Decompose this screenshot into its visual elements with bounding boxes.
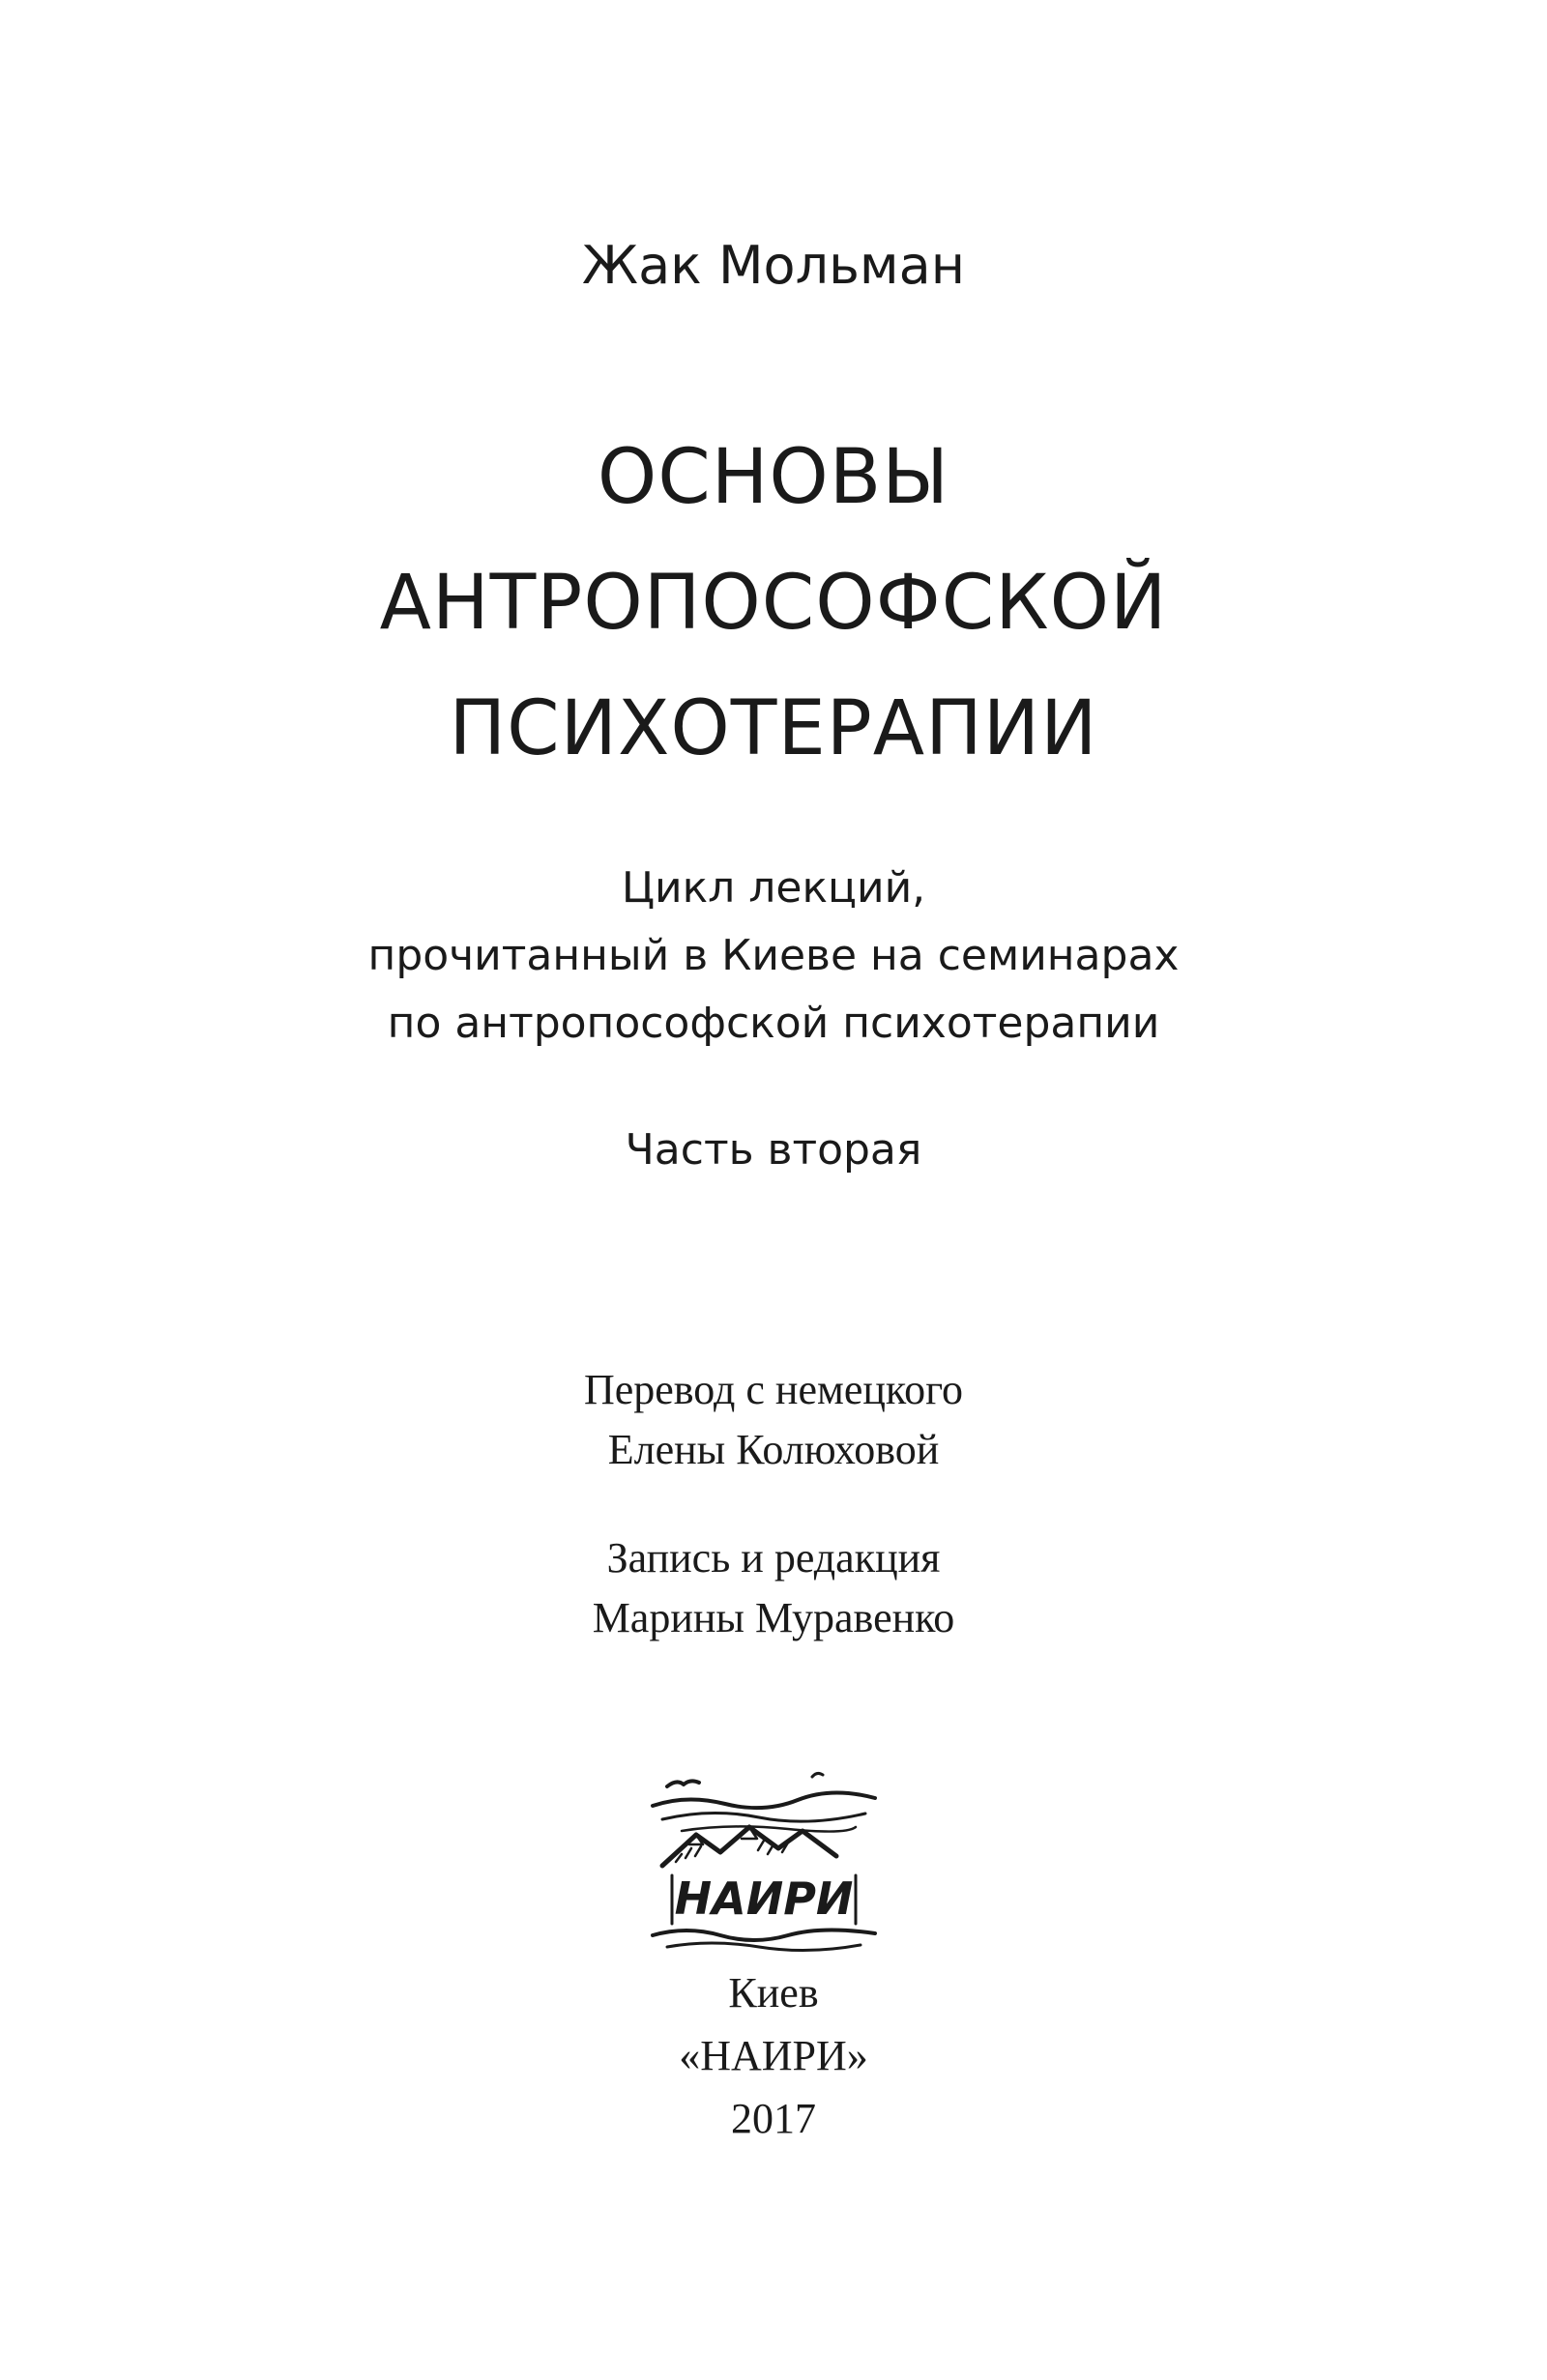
- subtitle-line-3: по антропософской психотерапии: [387, 999, 1160, 1048]
- book-title-line-2: АНТРОПОСОФСКОЙ: [379, 560, 1168, 647]
- imprint-city: Киев: [728, 1969, 819, 2017]
- translation-credit-line-2: Елены Колюховой: [607, 1426, 940, 1473]
- logo-text: НАИРИ: [674, 1872, 854, 1925]
- book-title-line-1: ОСНОВЫ: [597, 434, 950, 521]
- nairi-publisher-logo-icon: [643, 1759, 885, 1953]
- editing-credit-line-1: Запись и редакция: [606, 1534, 941, 1582]
- subtitle-line-1: Цикл лекций,: [621, 863, 926, 913]
- book-title-line-3: ПСИХОТЕРАПИИ: [449, 685, 1098, 772]
- editing-credit-line-2: Марины Муравенко: [592, 1594, 955, 1641]
- translation-credit-line-1: Перевод с немецкого: [583, 1366, 964, 1413]
- imprint-year: 2017: [731, 2095, 816, 2142]
- author-name: Жак Мольман: [581, 235, 966, 296]
- imprint-publisher: «НАИРИ»: [679, 2032, 868, 2079]
- part-label: Часть вторая: [625, 1125, 922, 1175]
- subtitle-line-2: прочитанный в Киеве на семинарах: [367, 931, 1180, 980]
